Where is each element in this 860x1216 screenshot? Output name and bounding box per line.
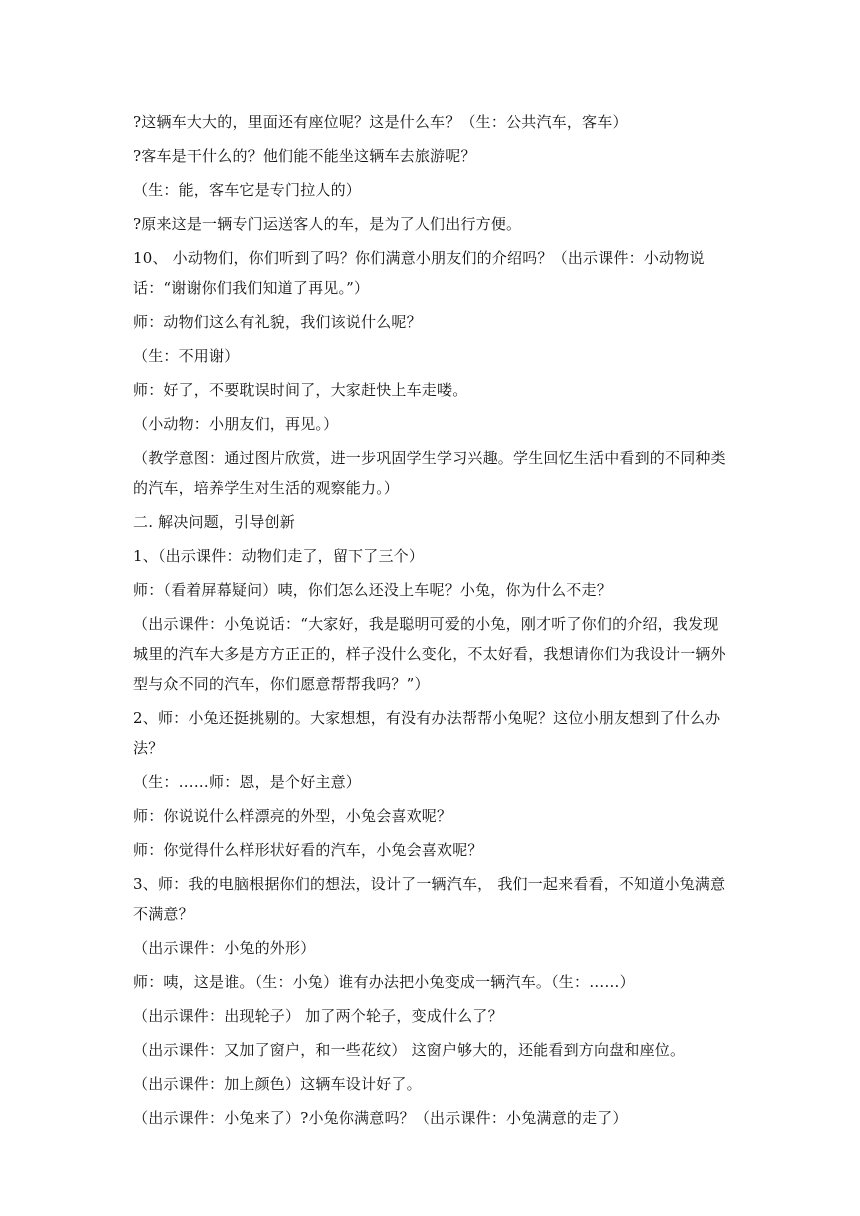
paragraph: 2、师：小兔还挺挑剔的。大家想想，有没有办法帮帮小兔呢？这位小朋友想到了什么办法？ <box>133 709 721 757</box>
paragraph: （教学意图：通过图片欣赏，进一步巩固学生学习兴趣。学生回忆生活中看到的不同种类的汽车，培养学生对生活的观察能力。） <box>133 449 726 497</box>
paragraph: （生：……师：恩，是个好主意） <box>133 773 362 791</box>
paragraph: （生：能，客车它是专门拉人的） <box>133 181 362 199</box>
paragraph: （生：不用谢） <box>133 347 240 365</box>
paragraph: ?客车是干什么的？他们能不能坐这辆车去旅游呢？ <box>133 147 476 165</box>
paragraph: ?原来这是一辆专门运送客人的车，是为了人们出行方便。 <box>133 215 522 233</box>
paragraph: （出示课件：又加了窗户，和一些花纹） 这窗户够大的，还能看到方向盘和座位。 <box>133 1041 686 1059</box>
paragraph: 师：你觉得什么样形状好看的汽车，小兔会喜欢呢？ <box>133 841 483 859</box>
paragraph: 3、师：我的电脑根据你们的想法，设计了一辆汽车， 我们一起来看看，不知道小兔满意不满意？ <box>133 875 726 923</box>
paragraph: ?这辆车大大的，里面还有座位呢？这是什么车？（生：公共汽车，客车） <box>133 113 628 131</box>
paragraph: 师：好了，不要耽误时间了，大家赶快上车走喽。 <box>133 381 468 399</box>
section-heading: 二. 解决问题，引导创新 <box>133 513 295 531</box>
paragraph: （出示课件：出现轮子） 加了两个轮子，变成什么了？ <box>133 1007 503 1025</box>
paragraph: 师：动物们这么有礼貌，我们该说什么呢？ <box>133 313 422 331</box>
paragraph: （小动物：小朋友们，再见。） <box>133 415 339 433</box>
paragraph: 师：（看着屏幕疑问）咦，你们怎么还没上车呢？小兔，你为什么不走？ <box>133 581 612 599</box>
paragraph: （出示课件：小兔来了）?小兔你满意吗？（出示课件：小兔满意的走了） <box>133 1109 628 1127</box>
paragraph: （出示课件：加上颜色）这辆车设计好了。 <box>133 1075 422 1093</box>
paragraph: （出示课件：小兔的外形） <box>133 939 316 957</box>
paragraph: 师：你说说什么样漂亮的外型，小兔会喜欢呢？ <box>133 807 453 825</box>
paragraph: （出示课件：小兔说话：“大家好，我是聪明可爱的小兔，刚才听了你们的介绍，我发现城里的汽车大多是方方正正的，样子没什么变化，不太好看，我想请你们为我设计一辆外型与众不同的汽车，你们愿意帮帮我吗？”） <box>133 615 726 693</box>
paragraph: 10、 小动物们，你们听到了吗？你们满意小朋友们的介绍吗？（出示课件：小动物说话：“谢谢你们我们知道了再见。”） <box>133 249 705 297</box>
paragraph: 师：咦，这是谁。（生：小兔）谁有办法把小兔变成一辆汽车。（生：……） <box>133 973 635 991</box>
paragraph: 1、（出示课件：动物们走了，留下了三个） <box>133 547 425 565</box>
document-body <box>133 107 733 1137</box>
